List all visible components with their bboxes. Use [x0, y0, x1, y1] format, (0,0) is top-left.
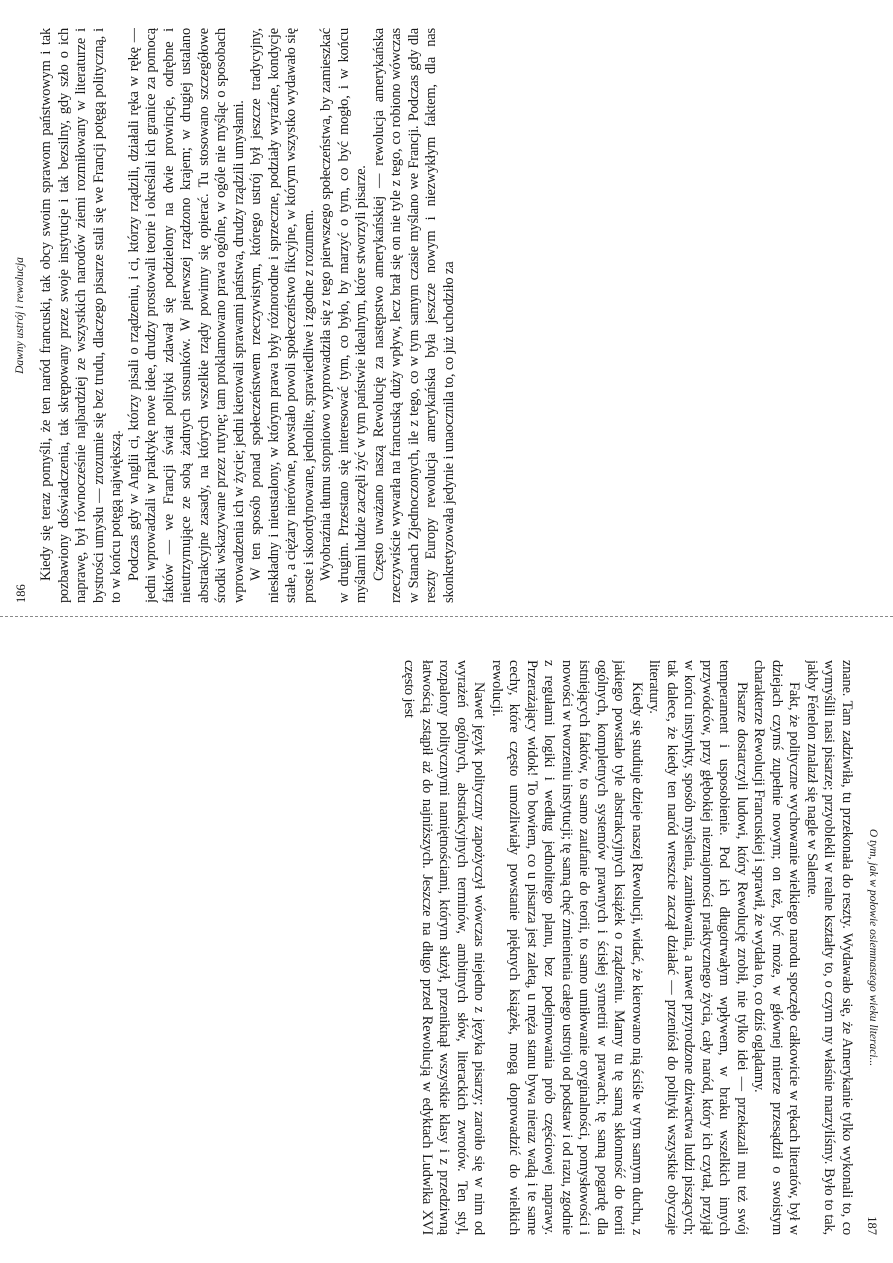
paragraph: Kiedy się teraz pomyśli, że ten naród francuski, tak obcy swoim sprawom państwowym i tak pozbawiony doświadczenia, tak skrępowany przez swoje instytucje i tak bezsilny, gdy szło o ich naprawę, był równocześnie najbardziej ze wszystkich narodów ziemi rozmiłowany w literaturze i bystrości umysłu — zrozumie się bez trudu, dlaczego pisarze stali się we Francji potęgą polityczną, i to w końcu potęgą największą.: [38, 28, 124, 603]
right-running-header: [861, 660, 879, 1235]
paragraph: Kiedy się studiuje dzieje naszej Rewolucji, widać, że kierowano nią ściśle w tym samym duchu, z jakiego powstało tyle abstrakcyjnych książek o rządzeniu. Mamy tu tę samą skłonność do teorii ogólnych, kompletnych systemów prawnych i ścisłej symetrii w prawach; tę samą pogardę dla istniejących faktów, to samo zaufanie do teorii, to samo umiłowanie oryginalności, pomysłowości i nowości w tworzeniu instytucji; tę samą chęć zmienienia całego ustroju od podstaw i od razu, zgodnie z regułami logiki i według jednolitego planu, bez podejmowania prób częściowej naprawy. Przerażający widok! To bowiem, co u pisarza jest zaletą, u męża stanu bywa nieraz wadą i te same cechy, które często umożliwiały powstanie pięknych książek, mogą doprowadzić do wielkich rewolucji.: [489, 660, 645, 1235]
left-running-header: [14, 28, 32, 603]
right-running-head: O tym, jak w połowie osiemnastego wieku literaci...: [867, 828, 879, 1067]
paragraph: Podczas gdy w Anglii ci, którzy pisali o rządzeniu, i ci, którzy rządzili, działali ręka w rękę — jedni wprowadzali w praktykę nowe idee, drudzy prostowali teorie i określali ich granice za pomocą faktów — we Francji świat polityki zdawał się podzielony na dwie prowincje, odrębne i nieutrzymujące ze sobą żadnych stosunków. W pierwszej rządzono krajem; w drugiej ustalano abstrakcyjne zasady, na których wszelkie rządy powinny się opierać. Tu stosowano szczegółowe środki wskazywane przez rutynę; tam proklamowano prawa ogólne, w ogóle nie myśląc o sposobach wprowadzenia ich w życie; jedni kierowali sprawami państwa, drudzy rządzili umysłami.: [125, 28, 247, 603]
left-page-number: 186: [14, 584, 28, 603]
right-page-number: 187: [865, 1216, 879, 1235]
left-page-body: [38, 28, 883, 603]
left-page: [0, 0, 893, 631]
left-running-head: Dawny ustrój i rewolucja: [14, 257, 26, 374]
paragraph: Fakt, że polityczne wychowanie wielkiego narodu spoczęło całkowicie w rękach literatów, był w dziejach czymś zupełnie nowym; on też, być może, w głównej mierze przesądził o swoistym charakterze Rewolucji Francuskiej i sprawił, że wydała to, co dziś oglądamy.: [751, 660, 803, 1235]
paragraph: Często uważano naszą Rewolucję za następstwo amerykańskiej — rewolucja amerykańska rzeczywiście wywarła na francuską duży wpływ, lecz brał się on nie tyle z tego, co robiono wówczas w Stanach Zjednoczonych, ile z tego, co w tym samym czasie myślano we Francji. Podczas gdy dla reszty Europy rewolucja amerykańska była jeszcze nowym i niezwykłym faktem, dla nas skonkretyzowała jedynie i unaocznila to, co już uchodziło za: [370, 28, 457, 603]
right-page-body: [10, 660, 855, 1235]
paragraph: Nawet język polityczny zapożyczył wówczas niejedno z języka pisarzy; zaroiło się w nim od wyrażeń ogólnych, abstrakcyjnych terminów, ambitnych słów, literackich zwrotów. Ten styl, rozpalony politycznymi namiętnościami, którym służył, przeniknął wszystkie klasy i z przedziwną łatwością zstąpił aż do najniższych. Jeszcze na długo przed Rewolucją w edyktach Ludwika XVI często jest: [401, 660, 488, 1235]
paragraph: Wyobraźnia tłumu stopniowo wyprowadziła się z tego pierwszego społeczeństwa, by zamieszkać w drugim. Przestano się interesować tym, co było, by marzyć o tym, co być mogło, i w końcu myślami ludzie zaczęli żyć w tym państwie idealnym, które stworzyli pisarze.: [318, 28, 369, 603]
right-page-rotated-content: [0, 632, 893, 1263]
right-page: [0, 632, 893, 1263]
paragraph: W ten sposób ponad społeczeństwem rzeczywistym, którego ustrój był jeszcze tradycyjny, nieskładny i nieustalony, w którym prawa były różnorodne i sprzeczne, podziały wyraźne, kondycje stałe, a ciężary nierówne, powstało powoli społeczeństwo fikcyjne, w którym wszystko wydawało się proste i skoordynowane, jednolite, sprawiedliwe i zgodne z rozumem.: [248, 28, 317, 603]
page-gutter-divider: [0, 616, 893, 617]
paragraph: znane. Tam zadziwiła, tu przekonała do reszty. Wydawało się, że Amerykanie tylko wykonali to, co wymyślili nasi pisarze; przyoblekli w realne kształty to, o czym my właśnie marzyliśmy. Było to tak, jakby Fénelon znalazł się nagle w Salente.: [804, 660, 855, 1235]
paragraph: Pisarze dostarczyli ludowi, który Rewolucję zrobił, nie tylko idei — przekazali mu też swój temperament i usposobienie. Pod ich długotrwałym wpływem, w braku wszelkich innych przywódców, przy głębokiej nieznajomości praktycznego życia, cały naród, który ich czytał, przyjął w końcu instynkty, sposób myślenia, zamiłowania, a nawet przyrodzone dziwactwa ludzi piszących; tak dalece, że kiedy ten naród wreszcie zaczął działać — przeniósł do polityki wszystkie obyczaje literatury.: [646, 660, 750, 1235]
left-page-rotated-content: [0, 0, 893, 631]
